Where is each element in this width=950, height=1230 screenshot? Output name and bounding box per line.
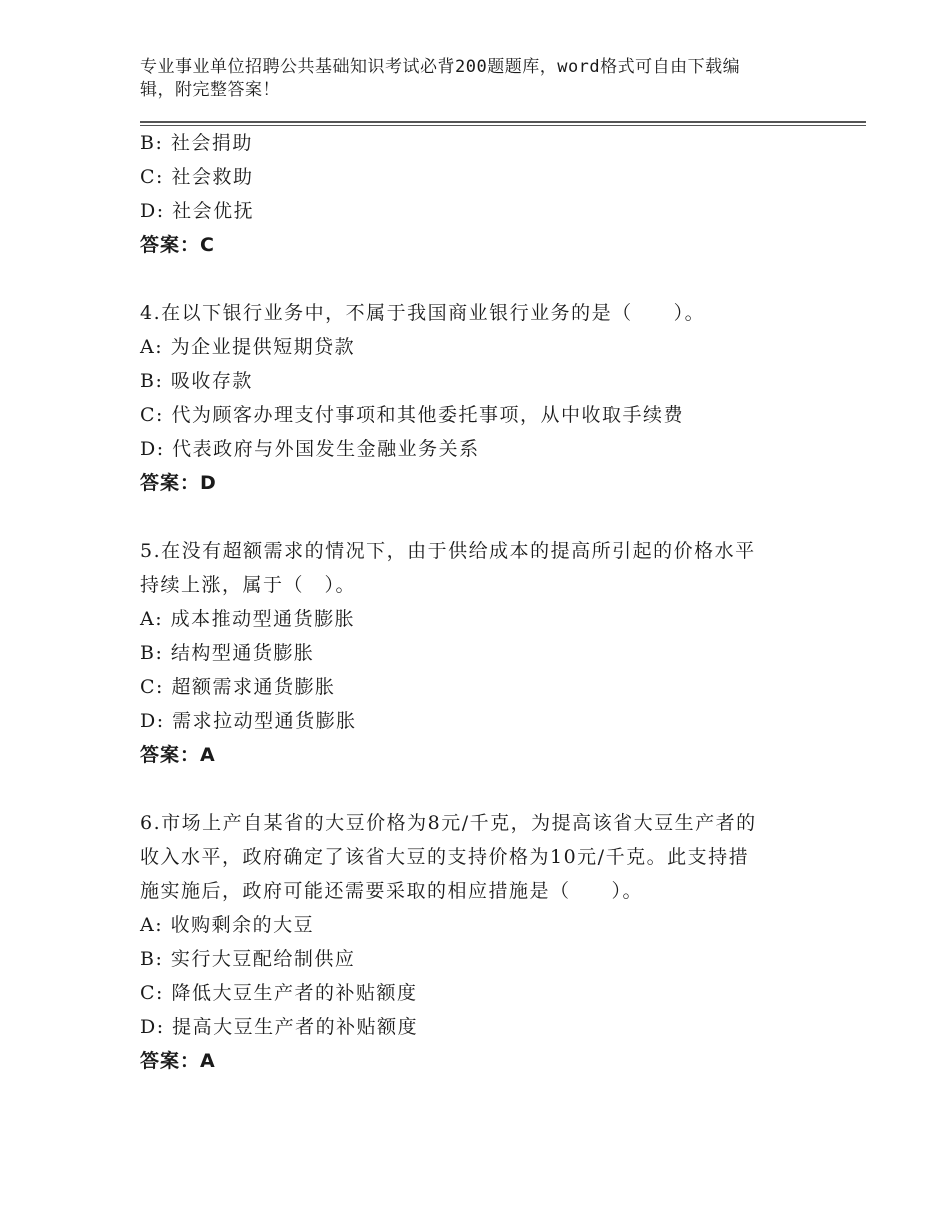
answer-text: 答案：C <box>140 234 215 256</box>
answer-text: 答案：A <box>140 1050 216 1072</box>
question-list <box>140 126 840 1078</box>
question-text: 持续上涨，属于（ ）。 <box>140 574 357 596</box>
header-rule-thick <box>140 121 866 123</box>
block-spacer <box>140 262 840 296</box>
question-text: 4.在以下银行业务中，不属于我国商业银行业务的是（ ）。 <box>140 302 706 324</box>
question-text: 施实施后，政府可能还需要采取的相应措施是（ ）。 <box>140 880 644 902</box>
option-b: B: 吸收存款 <box>140 370 253 392</box>
option-c: C: 超额需求通货膨胀 <box>140 676 336 698</box>
option-a: A: 为企业提供短期贷款 <box>140 336 356 358</box>
option-d: D: 需求拉动型通货膨胀 <box>140 710 357 732</box>
option-c: C: 降低大豆生产者的补贴额度 <box>140 982 418 1004</box>
document-header <box>140 56 800 102</box>
block-spacer <box>140 772 840 806</box>
answer-text: 答案：D <box>140 472 217 494</box>
question-block-5 <box>140 534 840 772</box>
question-block-4 <box>140 296 840 500</box>
option-d: D: 代表政府与外国发生金融业务关系 <box>140 438 480 460</box>
option-b: B: 实行大豆配给制供应 <box>140 948 356 970</box>
question-text: 5.在没有超额需求的情况下，由于供给成本的提高所引起的价格水平 <box>140 540 756 562</box>
option-b: B: 社会捐助 <box>140 132 253 154</box>
option-a: A: 成本推动型通货膨胀 <box>140 608 356 630</box>
header-line-1: 专业事业单位招聘公共基础知识考试必背200题题库，word格式可自由下载编 <box>140 57 741 77</box>
option-a: A: 收购剩余的大豆 <box>140 914 315 936</box>
block-spacer <box>140 500 840 534</box>
question-text: 6.市场上产自某省的大豆价格为8元/千克，为提高该省大豆生产者的 <box>140 812 757 834</box>
option-d: D: 社会优抚 <box>140 200 255 222</box>
question-block-3 <box>140 126 840 262</box>
header-line-2: 辑，附完整答案！ <box>140 80 280 100</box>
option-b: B: 结构型通货膨胀 <box>140 642 315 664</box>
option-c: C: 社会救助 <box>140 166 254 188</box>
question-text: 收入水平，政府确定了该省大豆的支持价格为10元/千克。此支持措 <box>140 846 750 868</box>
question-block-6 <box>140 806 840 1078</box>
answer-text: 答案：A <box>140 744 216 766</box>
option-d: D: 提高大豆生产者的补贴额度 <box>140 1016 419 1038</box>
option-c: C: 代为顾客办理支付事项和其他委托事项，从中收取手续费 <box>140 404 684 426</box>
